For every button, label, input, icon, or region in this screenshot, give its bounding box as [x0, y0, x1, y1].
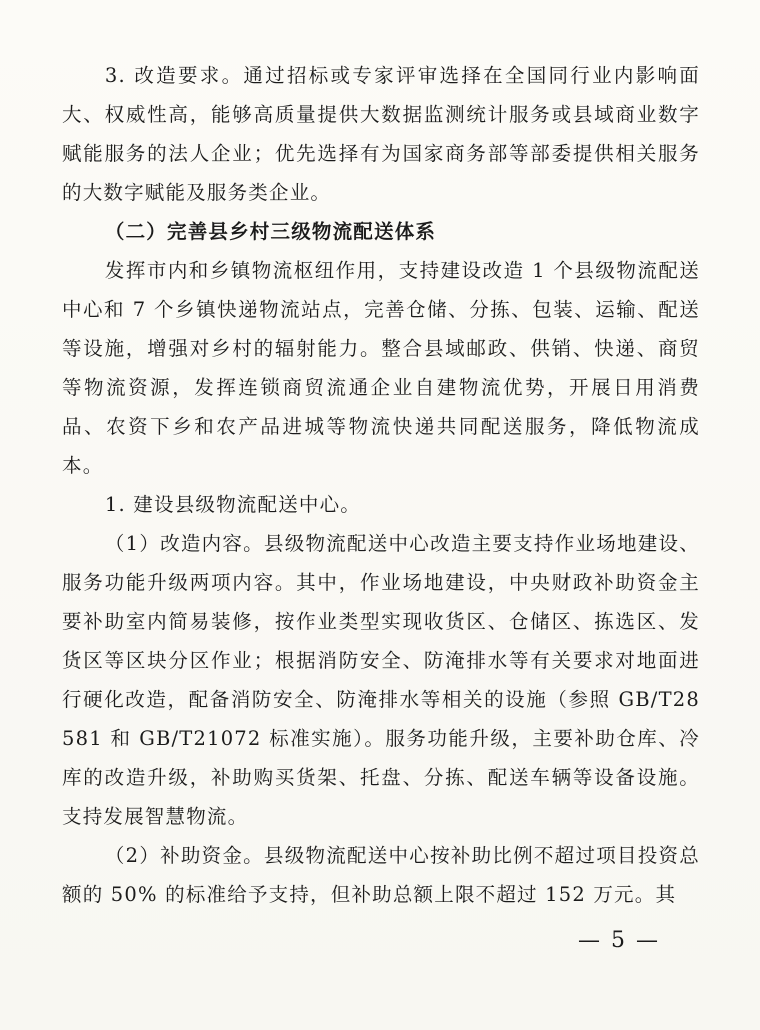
subheading-county-distribution-center: 1. 建设县级物流配送中心。 [104, 493, 361, 516]
page-number: — 5 — [578, 928, 660, 953]
paragraph-subsidy-funds: （2）补助资金。县级物流配送中心按补助比例不超过项目投资总额的 50% 的标准给予支持，但补助总额上限不超过 152 万元。其 [62, 844, 700, 906]
section-heading-logistics-system: （二）完善县乡村三级物流配送体系 [104, 220, 437, 243]
document-body [62, 56, 700, 914]
paragraph-logistics-hub: 发挥市内和乡镇物流枢纽作用，支持建设改造 1 个县级物流配送中心和 7 个乡镇快递物流站点，完善仓储、分拣、包装、运输、配送等设施，增强对乡村的辐射能力。整合县域邮政、供销、快递、商贸等物流资源，发挥连锁商贸流通企业自建物流优势，开展日用消费品、农资下乡和农产品进城等物流快递共同配送服务，降低物流成本。 [62, 259, 700, 477]
paragraph-renovation-requirements: 3. 改造要求。通过招标或专家评审选择在全国同行业内影响面大、权威性高，能够高质量提供大数据监测统计服务或县域商业数字赋能服务的法人企业；优先选择有为国家商务部等部委提供相关服务的大数字赋能及服务类企业。 [62, 64, 700, 204]
paragraph-renovation-content: （1）改造内容。县级物流配送中心改造主要支持作业场地建设、服务功能升级两项内容。其中，作业场地建设，中央财政补助资金主要补助室内简易装修，按作业类型实现收货区、仓储区、拣选区、发货区等区块分区作业；根据消防安全、防淹排水等有关要求对地面进行硬化改造，配备消防安全、防淹排水等相关的设施（参照 GB/T28581 和 GB/T21072 标准实施）。服务功能升级，主要补助仓库、冷库的改造升级，补助购买货架、托盘、分拣、配送车辆等设备设施。支持发展智慧物流。 [62, 532, 700, 828]
